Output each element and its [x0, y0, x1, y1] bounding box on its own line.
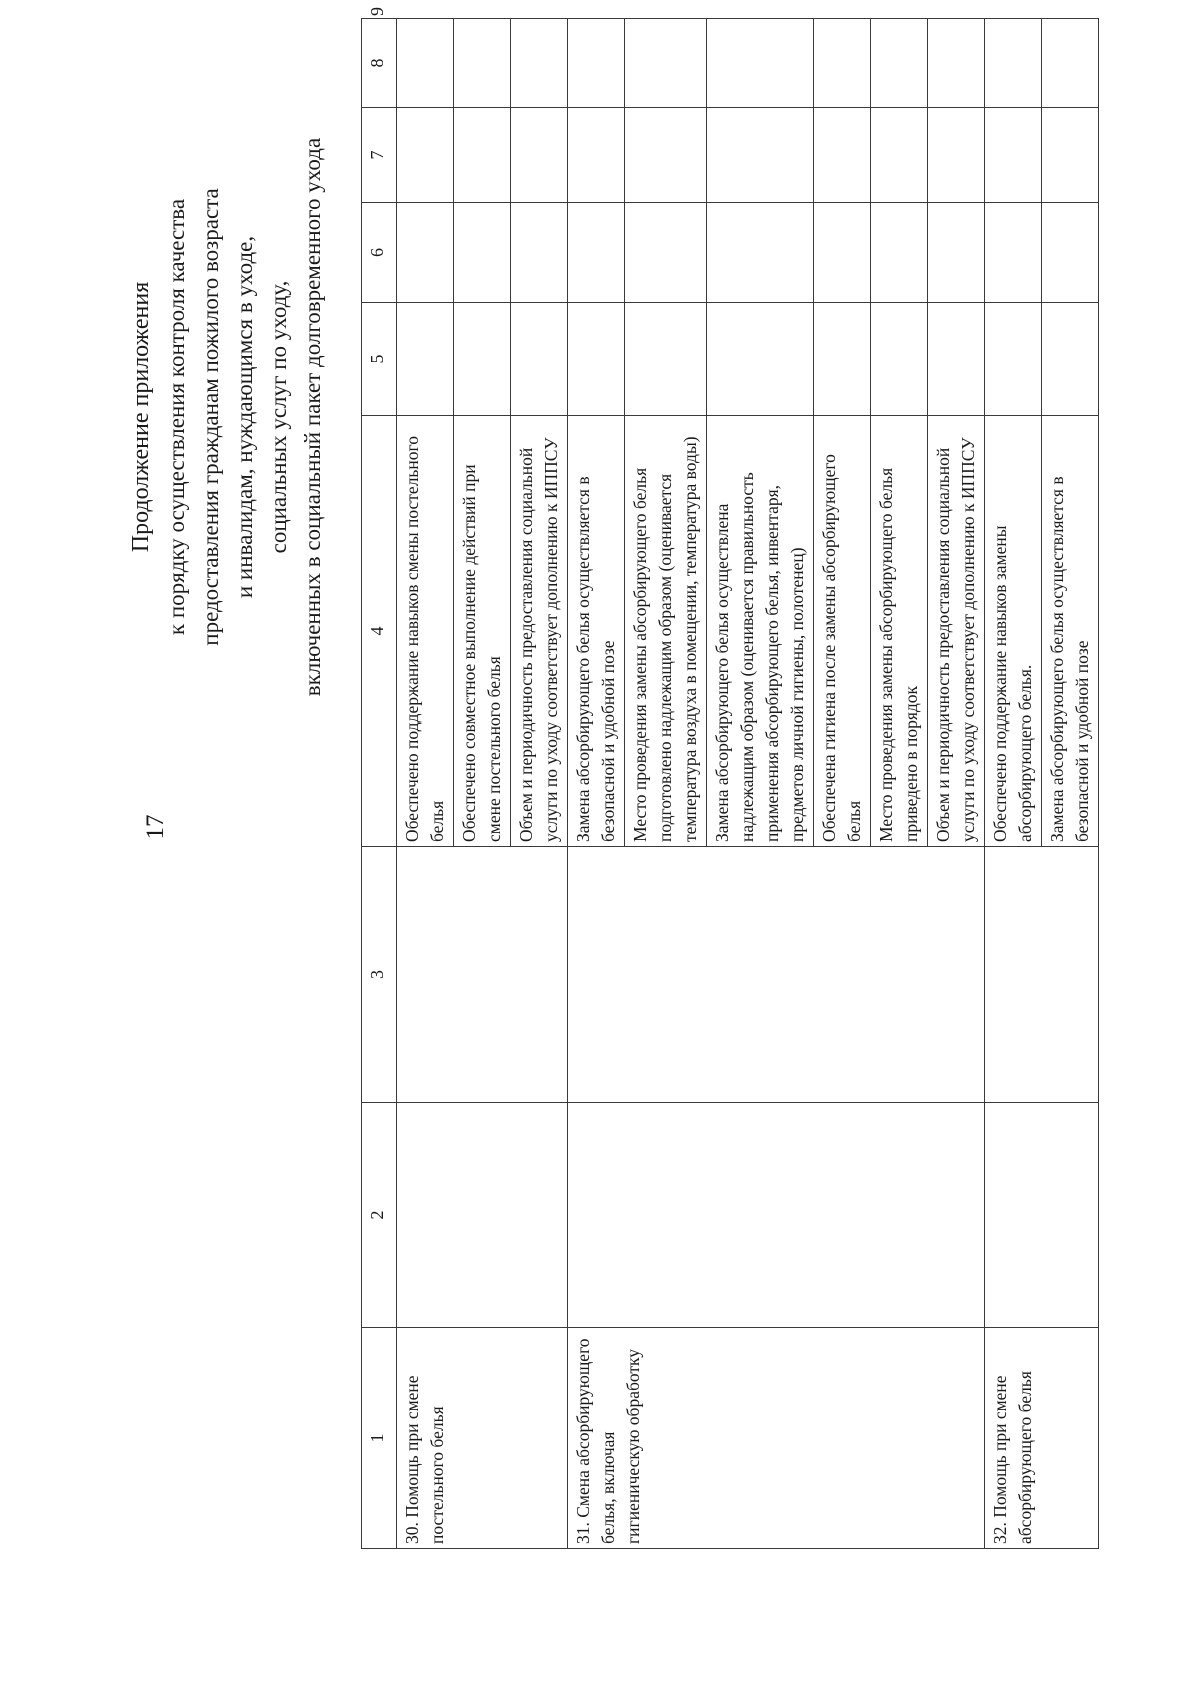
- empty-cell: [707, 19, 814, 108]
- empty-cell: [454, 303, 511, 416]
- column-number-cell: 6: [362, 203, 397, 303]
- empty-cell: [568, 19, 625, 108]
- empty-cell: [625, 303, 707, 416]
- empty-cell: [871, 108, 928, 203]
- empty-cell: [707, 203, 814, 303]
- empty-cell: [568, 1103, 985, 1328]
- empty-cell: [454, 108, 511, 203]
- table-row: [985, 19, 1042, 1549]
- criterion-cell: Место проведения замены абсорбирующего белья подготовлено надлежащим образом (оценивается температура воздуха в помещении, температура воды): [625, 416, 707, 847]
- quality-control-table: [361, 7, 1099, 1549]
- page-number: 17: [142, 814, 169, 840]
- criterion-cell: Обеспечено поддержание навыков смены постельного белья: [397, 416, 454, 847]
- appendix-heading: [122, 32, 330, 802]
- column-number-cell: 1: [362, 1328, 397, 1549]
- criterion-cell: Замена абсорбирующего белья осуществлена надлежащим образом (оценивается правильность применения абсорбирующего белья, инвентаря, предметов личной гигиены, полотенец): [707, 416, 814, 847]
- heading-line: предоставления гражданам пожилого возраста: [198, 188, 223, 646]
- empty-cell: [928, 19, 985, 108]
- empty-cell: [1042, 108, 1099, 203]
- empty-cell: [397, 203, 454, 303]
- empty-cell: [397, 19, 454, 108]
- quality-control-table-wrapper: [361, 7, 1099, 1549]
- empty-cell: [625, 19, 707, 108]
- column-number-cell: 5: [362, 303, 397, 416]
- criterion-cell: Замена абсорбирующего белья осуществляется в безопасной и удобной позе: [568, 416, 625, 847]
- column-number-cell: 2: [362, 1103, 397, 1328]
- empty-cell: [511, 203, 568, 303]
- empty-cell: [707, 108, 814, 203]
- criterion-cell: Замена абсорбирующего белья осуществляется в безопасной и удобной позе: [1042, 416, 1099, 847]
- empty-cell: [454, 203, 511, 303]
- empty-cell: [1042, 19, 1099, 108]
- empty-cell: [397, 847, 568, 1103]
- column-number-cell: 3: [362, 847, 397, 1103]
- column-number-cell: 7: [362, 108, 397, 203]
- empty-cell: [397, 1103, 568, 1328]
- empty-cell: [625, 203, 707, 303]
- criterion-cell: Обеспечена гигиена после замены абсорбирующего белья: [814, 416, 871, 847]
- service-name-cell: 30. Помощь при смене постельного белья: [397, 1328, 568, 1549]
- column-number-cell: 4: [362, 416, 397, 847]
- empty-cell: [511, 19, 568, 108]
- table-row: [568, 19, 625, 1549]
- empty-cell: [985, 19, 1042, 108]
- empty-cell: [568, 203, 625, 303]
- empty-cell: [397, 108, 454, 203]
- empty-cell: [871, 19, 928, 108]
- empty-cell: [871, 203, 928, 303]
- empty-cell: [928, 203, 985, 303]
- empty-cell: [568, 847, 985, 1103]
- column-number-row: 1 2 3 4 5 6 7 8 9: [362, 19, 397, 1549]
- empty-cell: [985, 108, 1042, 203]
- empty-cell: [568, 108, 625, 203]
- empty-cell: [985, 203, 1042, 303]
- empty-cell: [511, 303, 568, 416]
- service-name-cell: 32. Помощь при смене абсорбирующего белья: [985, 1328, 1099, 1549]
- empty-cell: [985, 847, 1099, 1103]
- service-name-cell: 31. Смена абсорбирующего белья, включая гигиеническую обработку: [568, 1328, 985, 1549]
- criterion-cell: Обеспечено совместное выполнение действий при смене постельного белья: [454, 416, 511, 847]
- heading-line: и инвалидам, нуждающимся в уходе,: [232, 235, 257, 599]
- empty-cell: [814, 303, 871, 416]
- criterion-cell: Место проведения замены абсорбирующего белья приведено в порядок: [871, 416, 928, 847]
- heading-line: включенных в социальный пакет долговременного ухода: [300, 137, 325, 697]
- criterion-cell: Объем и периодичность предоставления социальной услуги по уходу соответствует дополнению к ИППСУ: [928, 416, 985, 847]
- criterion-cell: Объем и периодичность предоставления социальной услуги по уходу соответствует дополнению к ИППСУ: [511, 416, 568, 847]
- empty-cell: [928, 303, 985, 416]
- column-number-cell: 8: [362, 19, 397, 108]
- empty-cell: [814, 108, 871, 203]
- heading-line: социальных услуг по уходу,: [266, 280, 291, 554]
- table-row: [397, 19, 454, 1549]
- empty-cell: [1042, 303, 1099, 416]
- empty-cell: [814, 203, 871, 303]
- empty-cell: [928, 108, 985, 203]
- empty-cell: [985, 1103, 1099, 1328]
- empty-cell: [985, 303, 1042, 416]
- empty-cell: [871, 303, 928, 416]
- criterion-cell: Обеспечено поддержание навыков замены абсорбирующего белья.: [985, 416, 1042, 847]
- empty-cell: [511, 108, 568, 203]
- empty-cell: [707, 303, 814, 416]
- empty-cell: [814, 19, 871, 108]
- empty-cell: [625, 108, 707, 203]
- empty-cell: [1042, 203, 1099, 303]
- empty-cell: [568, 303, 625, 416]
- empty-cell: [454, 19, 511, 108]
- empty-cell: [397, 303, 454, 416]
- heading-line: Продолжение приложения: [128, 281, 154, 553]
- heading-line: к порядку осуществления контроля качества: [164, 198, 189, 636]
